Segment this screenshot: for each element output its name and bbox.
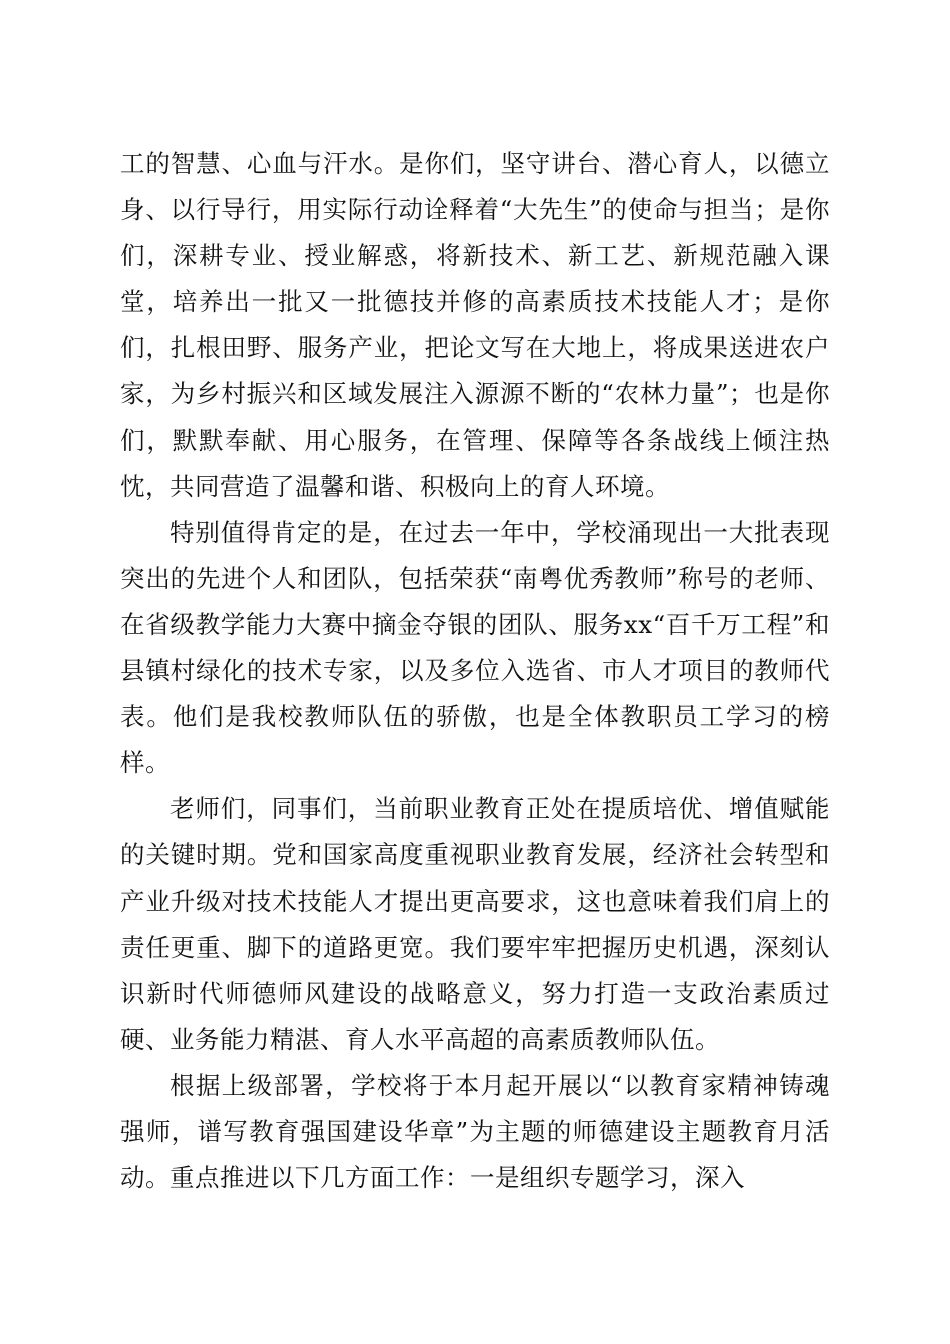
paragraph-outstanding-individuals: 特别值得肯定的是，在过去一年中，学校涌现出一大批表现突出的先进个人和团队，包括荣获“南粤优秀教师”称号的老师、在省级教学能力大赛中摘金夺银的团队、服务xx“百千万工程”和县镇村绿化的技术专家，以及多位入选省、市人才项目的教师代表。他们是我校教师队伍的骄傲，也是全体教职员工学习的榜样。 <box>120 517 830 778</box>
paragraph-theme-month: 根据上级部署，学校将于本月起开展以“以教育家精神铸魂强师，谱写教育强国建设华章”为主题的师德建设主题教育月活动。重点推进以下几方面工作：一是组织专题学习，深入 <box>120 1070 830 1193</box>
paragraph-continuation: 工的智慧、心血与汗水。是你们，坚守讲台、潜心育人，以德立身、以行导行，用实际行动诠释着“大先生”的使命与担当；是你们，深耕专业、授业解惑，将新技术、新工艺、新规范融入课堂，培养出一批又一批德技并修的高素质技术技能人才；是你们，扎根田野、服务产业，把论文写在大地上，将成果送进农户家，为乡村振兴和区域发展注入源源不断的“农林力量”；也是你们，默默奉献、用心服务，在管理、保障等各条战线上倾注热忱，共同营造了温馨和谐、积极向上的育人环境。 <box>120 149 830 501</box>
paragraph-vocational-education: 老师们，同事们，当前职业教育正处在提质培优、增值赋能的关键时期。党和国家高度重视职业教育发展，经济社会转型和产业升级对技术技能人才提出更高要求，这也意味着我们肩上的责任更重、脚下的道路更宽。我们要牢牢把握历史机遇，深刻认识新时代师德师风建设的战略意义，努力打造一支政治素质过硬、业务能力精湛、育人水平高超的高素质教师队伍。 <box>120 794 830 1054</box>
document-body <box>120 141 830 1201</box>
